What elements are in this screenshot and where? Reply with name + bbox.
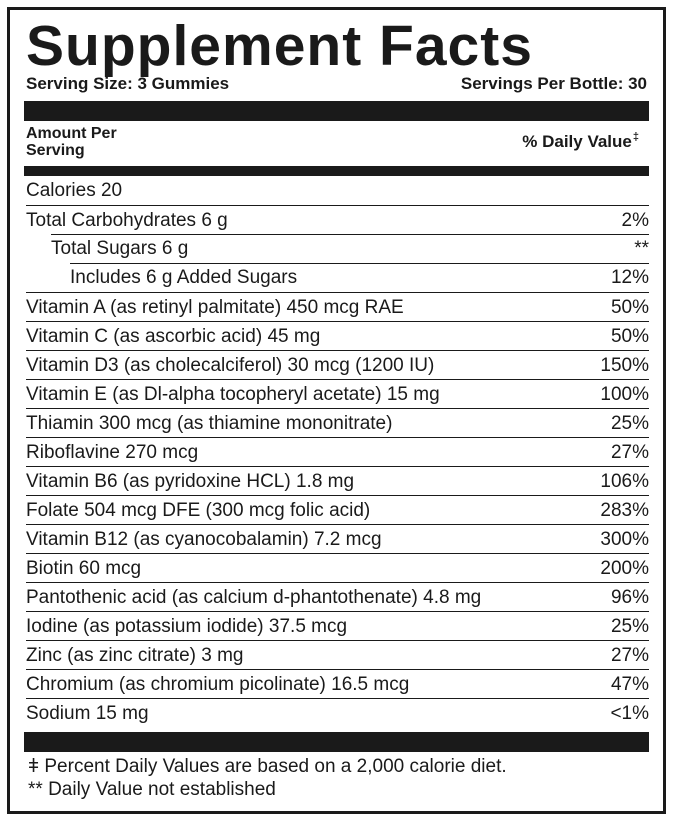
nutrient-table (26, 176, 649, 727)
nutrient-row-vitamin-a (26, 292, 649, 321)
nutrient-row-vitamin-b6 (26, 466, 649, 495)
nutrient-daily-value: 150% (600, 355, 649, 376)
supplement-facts-panel (7, 7, 666, 814)
nutrient-row-chromium (26, 669, 649, 698)
nutrient-name: Folate 504 mcg DFE (300 mcg folic acid) (26, 500, 371, 521)
nutrient-name: Pantothenic acid (as calcium d-phantothenate) 4.8 mg (26, 587, 482, 608)
nutrient-row-vitamin-b12 (26, 524, 649, 553)
nutrient-row-vitamin-d3 (26, 350, 649, 379)
nutrient-name: Thiamin 300 mcg (as thiamine mononitrate) (26, 413, 393, 434)
nutrient-row-thiamin (26, 408, 649, 437)
nutrient-daily-value: 25% (610, 616, 649, 637)
nutrient-row-pantothenic-acid (26, 582, 649, 611)
nutrient-daily-value: 50% (610, 297, 649, 318)
nutrient-daily-value: ** (634, 238, 649, 259)
footnote-percent-daily-values: ǂ Percent Daily Values are based on a 2,000 calorie diet. (28, 756, 507, 777)
nutrient-row-zinc (26, 640, 649, 669)
nutrient-row-iodine (26, 611, 649, 640)
nutrient-row-sodium (26, 698, 649, 727)
nutrient-name: Vitamin A (as retinyl palmitate) 450 mcg RAE (26, 297, 404, 318)
nutrient-daily-value: 25% (610, 413, 649, 434)
nutrient-daily-value: 50% (610, 326, 649, 347)
daily-value-text: % Daily Value (522, 132, 632, 151)
nutrient-daily-value: <1% (610, 703, 649, 724)
nutrient-name: Zinc (as zinc citrate) 3 mg (26, 645, 244, 666)
nutrient-row-added-sugars (26, 263, 649, 292)
thick-divider-top (24, 101, 649, 121)
nutrient-daily-value: 106% (600, 471, 649, 492)
nutrient-name: Vitamin E (as Dl-alpha tocopheryl acetate) 15 mg (26, 384, 440, 405)
nutrient-name: Vitamin D3 (as cholecalciferol) 30 mcg (1200 IU) (26, 355, 435, 376)
nutrient-daily-value: 96% (610, 587, 649, 608)
nutrient-name: Total Sugars 6 g (51, 238, 189, 259)
nutrient-daily-value: 100% (600, 384, 649, 405)
nutrient-row-riboflavine (26, 437, 649, 466)
nutrient-daily-value: 2% (621, 210, 649, 231)
footnote-daily-value-not-established: ** Daily Value not established (28, 779, 276, 800)
nutrient-daily-value: 47% (610, 674, 649, 695)
nutrient-row-calories (26, 176, 649, 205)
nutrient-name: Iodine (as potassium iodide) 37.5 mcg (26, 616, 348, 637)
nutrient-row-biotin (26, 553, 649, 582)
amount-per-line2: Serving (26, 142, 85, 159)
nutrient-name: Total Carbohydrates 6 g (26, 210, 228, 231)
nutrient-row-total-carbohydrates (26, 205, 649, 234)
nutrient-daily-value: 300% (600, 529, 649, 550)
nutrient-name: Vitamin B6 (as pyridoxine HCL) 1.8 mg (26, 471, 355, 492)
thick-divider-bottom (24, 732, 649, 752)
nutrient-name: Biotin 60 mcg (26, 558, 142, 579)
thick-divider-middle (24, 166, 649, 176)
nutrient-name: Riboflavine 270 mcg (26, 442, 199, 463)
nutrient-daily-value: 12% (610, 267, 649, 288)
nutrient-name: Chromium (as chromium picolinate) 16.5 mcg (26, 674, 410, 695)
daily-value-header (522, 131, 639, 153)
nutrient-row-total-sugars (26, 234, 649, 263)
nutrient-row-vitamin-e (26, 379, 649, 408)
serving-size: Serving Size: 3 Gummies (26, 74, 230, 93)
serving-info (26, 74, 647, 94)
nutrient-daily-value: 27% (610, 442, 649, 463)
nutrient-name: Includes 6 g Added Sugars (70, 267, 298, 288)
nutrient-name: Vitamin C (as ascorbic acid) 45 mg (26, 326, 321, 347)
daily-value-footnote-mark: ‡ (632, 131, 639, 143)
amount-per-line1: Amount Per (26, 125, 117, 142)
nutrient-row-folate (26, 495, 649, 524)
nutrient-name: Calories 20 (26, 180, 123, 201)
nutrient-name: Sodium 15 mg (26, 703, 149, 724)
nutrient-name: Vitamin B12 (as cyanocobalamin) 7.2 mcg (26, 529, 382, 550)
footnotes (28, 755, 507, 801)
servings-per-container: Servings Per Bottle: 30 (460, 74, 647, 93)
nutrient-daily-value: 283% (600, 500, 649, 521)
nutrient-daily-value: 200% (600, 558, 649, 579)
amount-per-serving-header (26, 125, 186, 159)
nutrient-daily-value: 27% (610, 645, 649, 666)
nutrient-row-vitamin-c (26, 321, 649, 350)
label-title: Supplement Facts (26, 14, 533, 78)
